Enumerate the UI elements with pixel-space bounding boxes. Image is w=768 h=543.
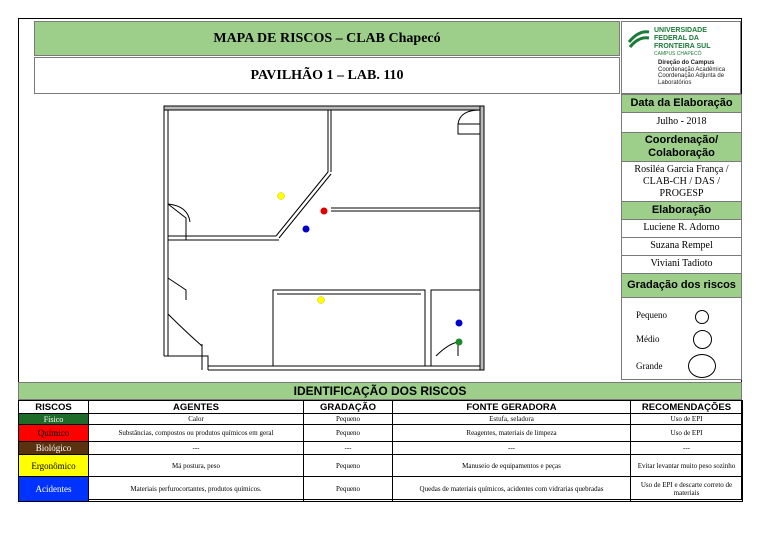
row-source: Quedas de materiais químicos, acidentes com vidrarias quebradas [393,477,631,502]
university-logo [621,21,741,94]
logo-department: Direção do Campus Coordenação Acadêmica Coordenação Adjunta de Laboratórios [658,60,726,86]
grade-small-label: Pequeno [636,310,667,320]
risk-physical: Físico [19,414,89,425]
header-agents: AGENTES [89,401,304,414]
row-agents: Má postura, peso [89,455,304,477]
table-row [19,442,743,455]
map-title: MAPA DE RISCOS – CLAB Chapecó [34,21,620,56]
grade-medium-label: Médio [636,334,660,344]
author-1: Luciene R. Adorno [621,220,742,238]
row-grade: Pequeno [304,455,393,477]
floor-plan [18,94,621,382]
row-agents: --- [89,442,304,455]
coordination-value: Rosiléa Garcia França / CLAB-CH / DAS / PROGESP [621,162,742,202]
table-row [19,455,743,477]
author-3: Viviani Tadioto [621,256,742,274]
accident-risk-marker [456,320,463,327]
row-source: Reagentes, materiais de limpeza [393,425,631,442]
risk-table [18,400,743,502]
grade-small-circle [695,310,709,324]
date-label: Data da Elaboração [621,94,742,113]
row-grade: Pequeno [304,425,393,442]
logo-name: UNIVERSIDADE FEDERAL DA FRONTEIRA SUL [654,27,711,50]
row-source: --- [393,442,631,455]
row-source: Estufa, seladora [393,414,631,425]
risk-section-title: IDENTIFICAÇÃO DOS RISCOS [18,382,742,400]
accident-risk-marker [303,226,310,233]
floor-plan-drawing [18,94,621,382]
author-2: Suzana Rempel [621,238,742,256]
risk-biological: Biológico [19,442,89,455]
row-agents: Substâncias, compostos ou produtos químicos em geral [89,425,304,442]
ergonomic-risk-marker [318,297,325,304]
coordination-label: Coordenação/ Colaboração [621,133,742,162]
risk-ergonomic: Ergonômico [19,455,89,477]
row-recommendation: --- [631,442,743,455]
row-recommendation: Uso de EPI e descarte correto de materiais [631,477,743,502]
header-grading: GRADAÇÃO [304,401,393,414]
row-recommendation: Uso de EPI [631,414,743,425]
grade-medium-circle [693,330,712,349]
ergonomic-risk-marker [278,193,285,200]
row-recommendation: Uso de EPI [631,425,743,442]
grading-label: Gradação dos riscos [621,274,742,298]
row-agents: Calor [89,414,304,425]
grade-large-label: Grande [636,361,663,371]
row-grade: Pequeno [304,477,393,502]
map-subtitle: PAVILHÃO 1 – LAB. 110 [34,57,620,94]
elaboration-label: Elaboração [621,202,742,220]
logo-campus: CAMPUS CHAPECÓ [654,51,702,57]
date-value: Julho - 2018 [621,113,742,133]
risk-accidents: Acidentes [19,477,89,502]
university-emblem-icon [628,28,650,50]
grade-large-circle [688,354,716,378]
chemical-risk-marker [321,208,328,215]
header-source: FONTE GERADORA [393,401,631,414]
row-recommendation: Evitar levantar muito peso sozinho [631,455,743,477]
row-source: Manuseio de equipamentos e peças [393,455,631,477]
row-grade: --- [304,442,393,455]
risk-chemical: Químico [19,425,89,442]
info-sidebar [621,94,742,380]
row-agents: Materiais perfurocortantes, produtos químicos. [89,477,304,502]
table-row [19,425,743,442]
risk-table-header [19,401,743,414]
header-risks: RISCOS [19,401,89,414]
grading-legend [621,298,742,380]
table-row [19,477,743,502]
table-row [19,414,743,425]
row-grade: Pequeno [304,414,393,425]
physical-risk-marker [456,339,463,346]
header-recommendations: RECOMENDAÇÕES [631,401,743,414]
